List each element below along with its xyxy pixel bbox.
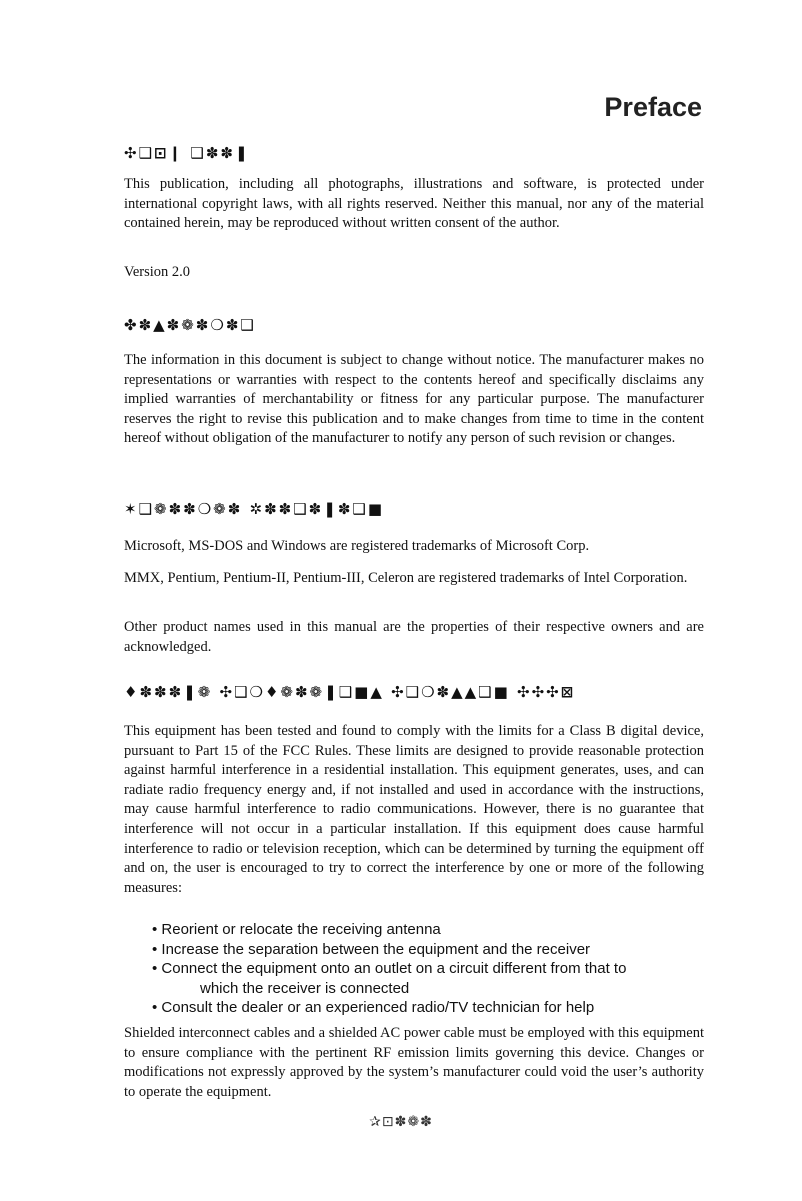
copyright-paragraph: This publication, including all photographs, illustrations and software, is protected under international copyright laws, with all rights reserved. Neither this manual, nor any of the material contained herein, may be reproduced without written consent of the author. [124, 176, 704, 232]
list-item: • Increase the separation between the equipment and the receiver [152, 940, 591, 958]
fcc-paragraph: This equipment has been tested and found to comply with the limits for a Class B digital device, pursuant to Part 15 of the FCC Rules. These limits are designed to provide reasonable protection against harmful interference in a residential installation. This equipment generates, uses, and can radiate radio frequency energy and, if not installed and used in accordance with the instructions, may cause harmful interference to radio communications. However, there is no guarantee that interference will not occur in a particular installation. If this equipment does cause harmful interference to radio or television reception, which can be determined by turning the equipment off and on, the user is encouraged to try to correct the interference by one or more of the following measures: [124, 723, 704, 896]
trademark-paragraph: MMX, Pentium, Pentium-II, Pentium-III, Celeron are registered trademarks of Intel Corporation. [124, 570, 688, 586]
copyright-heading: ✣❑⊡❙ ❑✽✽❚ [124, 144, 250, 162]
disclaimer-paragraph: The information in this document is subject to change without notice. The manufacturer makes no representations or warranties with respect to the contents hereof and specifically disclaims any implied warranties of merchantability or fitness for any particular purpose. The manufacturer reserves the right to revise this publication and to make changes from time to time in the content hereof without obligation of the manufacturer to notify any person of such revision or changes. [124, 352, 704, 447]
page-number: ✰⊡✽❁✽ [369, 1114, 433, 1130]
list-item: • Connect the equipment onto an outlet on a circuit different from that to [152, 960, 627, 977]
page-title: Preface [604, 92, 702, 122]
trademark-paragraph: Other product names used in this manual are the properties of their respective owners and are acknowledged. [124, 619, 704, 655]
version-text: Version 2.0 [124, 264, 191, 280]
fcc-heading: ♦✽✽✽❚❁ ✣❑❍♦❁✽❁❚❑■▲ ✣❑❍✽▲▲❑■ ✣✣✣⊠ [124, 683, 576, 701]
fcc-closing-paragraph: Shielded interconnect cables and a shielded AC power cable must be employed with this equipment to ensure compliance with the pertinent RF emission limits governing this device. Changes or modifications not expressly approved by the system’s manufacturer could void the user’s authority to operate the equipment. [124, 1025, 704, 1100]
list-item: • Consult the dealer or an experienced radio/TV technician for help [152, 999, 595, 1016]
fcc-measures-list [152, 920, 712, 1018]
trademark-heading: ✶❑❁✽✽❍❁✽ ✲✽✽❑✽❚✽❑■ [124, 500, 385, 518]
list-item: • Reorient or relocate the receiving antenna [152, 921, 441, 938]
disclaimer-heading: ✤✽▲✽❁✽❍✽❑ [124, 316, 256, 334]
trademark-paragraph: Microsoft, MS-DOS and Windows are registered trademarks of Microsoft Corp. [124, 538, 590, 554]
list-item-continuation: which the receiver is connected [200, 979, 410, 997]
